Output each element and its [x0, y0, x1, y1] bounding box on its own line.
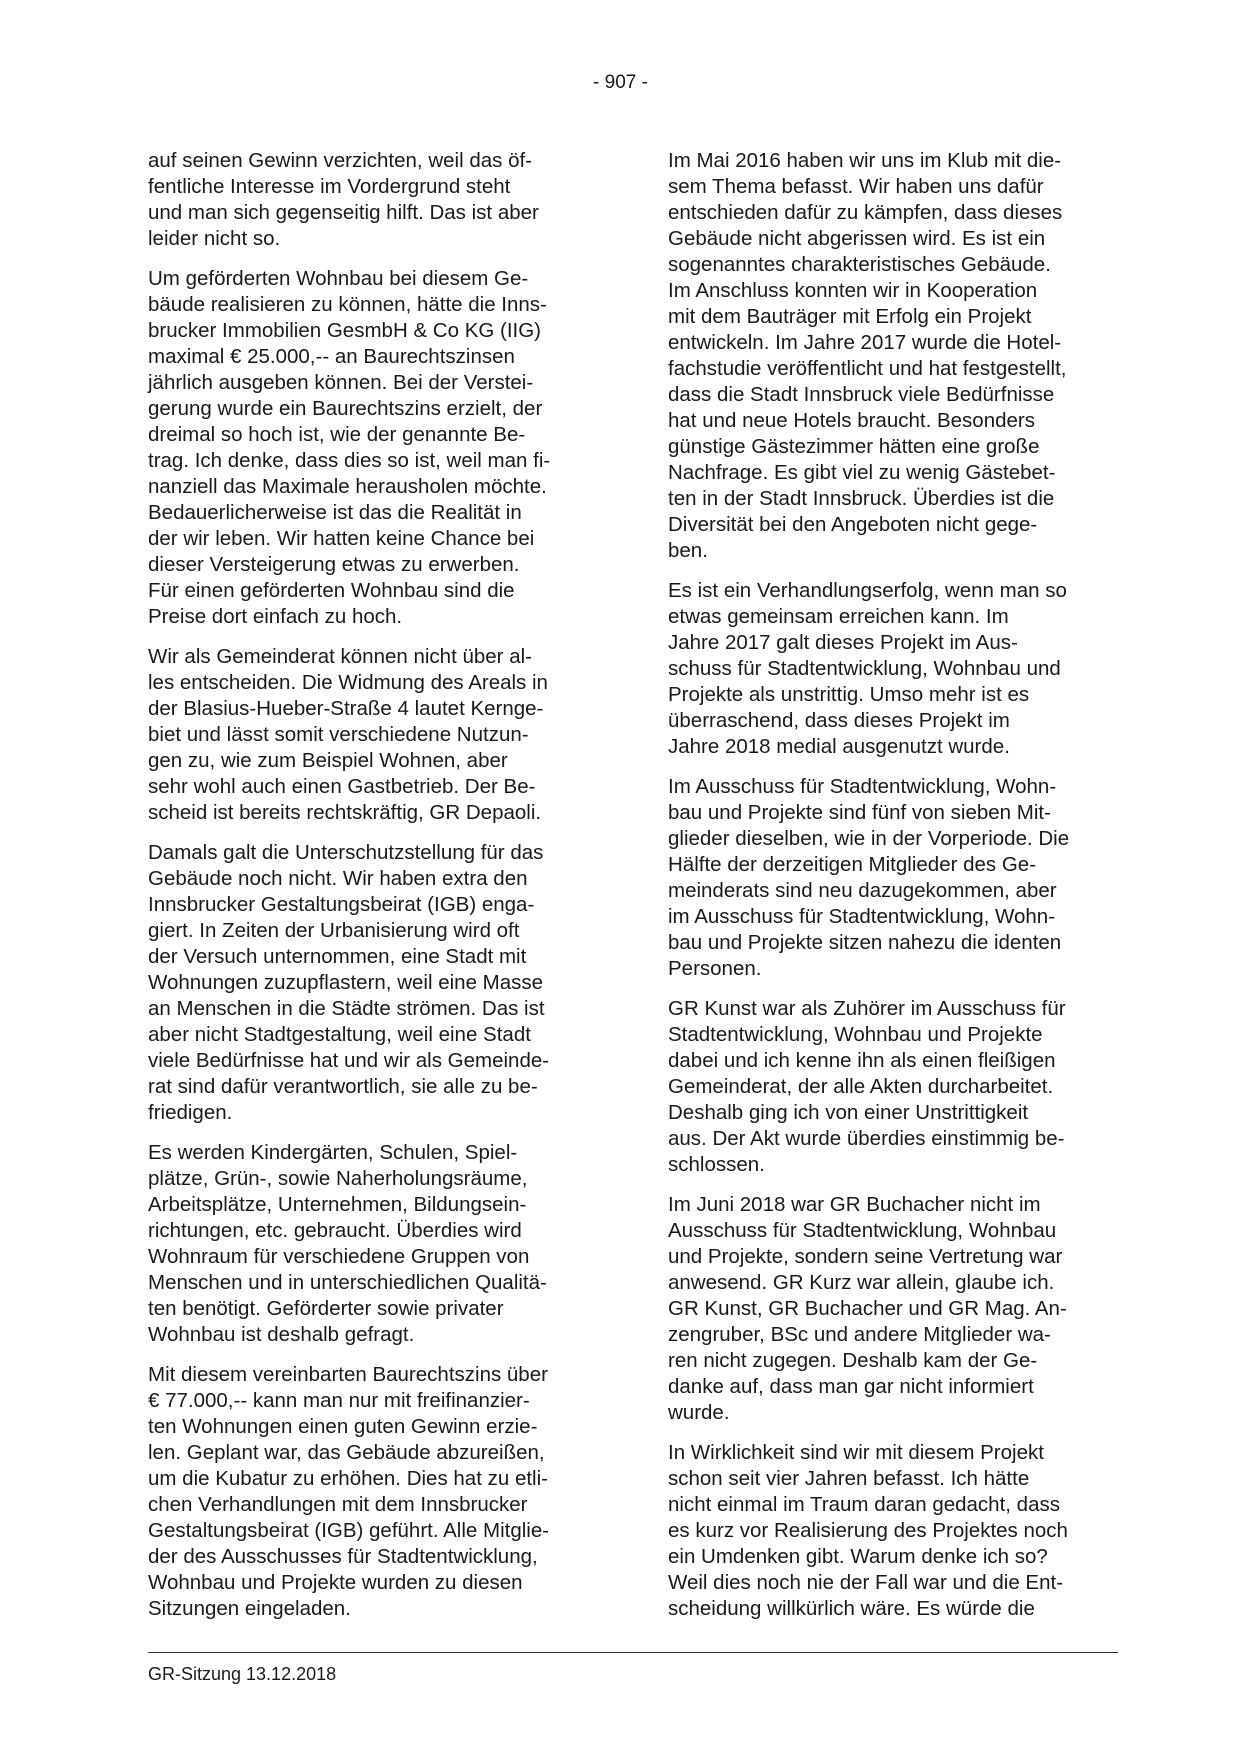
- right-paragraph-2: Es ist ein Verhandlungserfolg, wenn man so etwas gemeinsam erreichen kann. Im Jahre 2017 galt dieses Projekt im Aus- schuss für Stadtentwicklung, Wohnbau und Projekte als unstrittig. Umso mehr ist es überraschend, dass dieses Projekt im Jahre 2018 medial ausgenutzt wurde.: [668, 579, 1067, 758]
- right-column: [668, 148, 1110, 1636]
- left-column: [148, 148, 590, 1636]
- left-paragraph-1: auf seinen Gewinn verzichten, weil das öf- fentliche Interesse im Vordergrund steht und man sich gegenseitig hilft. Das ist aber leider nicht so.: [148, 149, 539, 250]
- right-paragraph-5: Im Juni 2018 war GR Buchacher nicht im Ausschuss für Stadtentwicklung, Wohnbau und Projekte, sondern seine Vertretung war anwesend. GR Kurz war allein, glaube ich. GR Kunst, GR Buchacher und GR Mag. An- zengruber, BSc und andere Mitglieder wa- ren nicht zugegen. Deshalb kam der Ge- danke auf, dass man gar nicht informiert wurde.: [668, 1193, 1067, 1424]
- footer-session-date: GR-Sitzung 13.12.2018: [148, 1664, 337, 1684]
- left-paragraph-4: Damals galt die Unterschutzstellung für das Gebäude noch nicht. Wir haben extra den Innsbrucker Gestaltungsbeirat (IGB) enga- giert. In Zeiten der Urbanisierung wird oft der Versuch unternommen, eine Stadt mit Wohnungen zuzupflastern, weil eine Masse an Menschen in die Städte strömen. Das ist aber nicht Stadtgestaltung, weil eine Stadt viele Bedürfnisse hat und wir als Gemeinde- rat sind dafür verantwortlich, sie alle zu be- friedigen.: [148, 841, 550, 1124]
- footer-divider: [148, 1652, 1118, 1653]
- left-paragraph-3: Wir als Gemeinderat können nicht über al- les entscheiden. Die Widmung des Areals in der Blasius-Hueber-Straße 4 lautet Kernge- biet und lässt somit verschiedene Nutzun- gen zu, wie zum Beispiel Wohnen, aber sehr wohl auch einen Gastbetrieb. Der Be- scheid ist bereits rechtskräftig, GR Depaoli.: [148, 645, 548, 824]
- right-paragraph-3: Im Ausschuss für Stadtentwicklung, Wohn- bau und Projekte sind fünf von sieben Mit- glieder dieselben, wie in der Vorperiode. Die Hälfte der derzeitigen Mitglieder des Ge- meinderats sind neu dazugekommen, aber im Ausschuss für Stadtentwicklung, Wohn- bau und Projekte sitzen nahezu die identen Personen.: [668, 775, 1070, 980]
- left-paragraph-6: Mit diesem vereinbarten Baurechtszins über € 77.000,-- kann man nur mit freifinanzier- ten Wohnungen einen guten Gewinn erzie- len. Geplant war, das Gebäude abzureißen, um die Kubatur zu erhöhen. Dies hat zu etli- chen Verhandlungen mit dem Innsbrucker Gestaltungsbeirat (IGB) geführt. Alle Mitglie- der des Ausschusses für Stadtentwicklung, Wohnbau und Projekte wurden zu diesen Sitzungen eingeladen.: [148, 1363, 550, 1620]
- left-paragraph-5: Es werden Kindergärten, Schulen, Spiel- plätze, Grün-, sowie Naherholungsräume, Arbeitsplätze, Unternehmen, Bildungsein- richtungen, etc. gebraucht. Überdies wird Wohnraum für verschiedene Gruppen von Menschen und in unterschiedlichen Qualitä- ten benötigt. Geförderter sowie privater Wohnbau ist deshalb gefragt.: [148, 1141, 547, 1346]
- right-paragraph-4: GR Kunst war als Zuhörer im Ausschuss für Stadtentwicklung, Wohnbau und Projekte dabei und ich kenne ihn als einen fleißigen Gemeinderat, der alle Akten durcharbeitet. Deshalb ging ich von einer Unstrittigkeit aus. Der Akt wurde überdies einstimmig be- schlossen.: [668, 997, 1066, 1176]
- left-paragraph-2: Um geförderten Wohnbau bei diesem Ge- bäude realisieren zu können, hätte die Inns- brucker Immobilien GesmbH & Co KG (IIG) maximal € 25.000,-- an Baurechtszinsen jährlich ausgeben können. Bei der Verstei- gerung wurde ein Baurechtszins erzielt, der dreimal so hoch ist, wie der genannte Be- trag. Ich denke, dass dies so ist, weil man fi- nanziell das Maximale herausholen möchte. Bedauerlicherweise ist das die Realität in der wir leben. Wir hatten keine Chance bei dieser Versteigerung etwas zu erwerben. Für einen geförderten Wohnbau sind die Preise dort einfach zu hoch.: [148, 267, 551, 628]
- right-paragraph-6: In Wirklichkeit sind wir mit diesem Projekt schon seit vier Jahren befasst. Ich hätte nicht einmal im Traum daran gedacht, dass es kurz vor Realisierung des Projektes noch ein Umdenken gibt. Warum denke ich so? Weil dies noch nie der Fall war und die Ent- scheidung willkürlich wäre. Es würde die: [668, 1441, 1068, 1620]
- right-paragraph-1: Im Mai 2016 haben wir uns im Klub mit die- sem Thema befasst. Wir haben uns dafür entschieden dafür zu kämpfen, dass dieses Gebäude nicht abgerissen wird. Es ist ein sogenanntes charakteristisches Gebäude. Im Anschluss konnten wir in Kooperation mit dem Bauträger mit Erfolg ein Projekt entwickeln. Im Jahre 2017 wurde die Hotel- fachstudie veröffentlicht und hat festgestellt, dass die Stadt Innsbruck viele Bedürfnisse hat und neue Hotels braucht. Besonders günstige Gästezimmer hätten eine große Nachfrage. Es gibt viel zu wenig Gästebet- ten in der Stadt Innsbruck. Überdies ist die Diversität bei den Angeboten nicht gege- ben.: [668, 149, 1067, 562]
- page-number: - 907 -: [593, 72, 648, 93]
